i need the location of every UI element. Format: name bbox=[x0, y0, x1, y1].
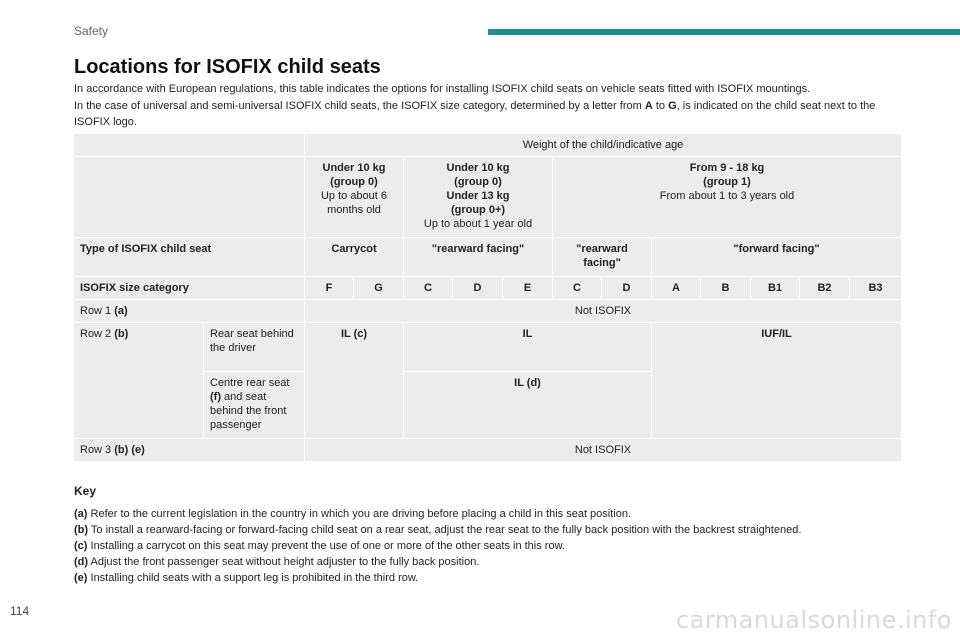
intro-text bbox=[74, 81, 904, 131]
size-cell: A bbox=[652, 277, 701, 300]
row-2-seat-driver: Rear seat behind the driver bbox=[204, 323, 305, 372]
watermark: carmanualsonline.info bbox=[675, 606, 952, 634]
group-1-header: From 9 - 18 kg (group 1) From about 1 to 3 years old bbox=[553, 157, 902, 238]
size-cell: D bbox=[602, 277, 652, 300]
row-2-forward-value: IUF/IL bbox=[652, 323, 902, 439]
page-title: Locations for ISOFIX child seats bbox=[74, 56, 381, 78]
key-item: (d) Adjust the front passenger seat without height adjuster to the fully back position. bbox=[74, 556, 480, 568]
size-cell: G bbox=[354, 277, 404, 300]
type-rearward-group1: "rearward facing" bbox=[553, 238, 652, 277]
size-cell: F bbox=[305, 277, 354, 300]
page-number: 114 bbox=[10, 604, 30, 618]
row-1-value: Not ISOFIX bbox=[305, 300, 902, 323]
key-item: (a) Refer to the current legislation in the country in which you are driving before placing a child in this seat position. bbox=[74, 508, 632, 520]
size-cell: B bbox=[701, 277, 751, 300]
row-3-value: Not ISOFIX bbox=[305, 439, 902, 462]
size-cell: B2 bbox=[800, 277, 850, 300]
group-0plus-header: Under 10 kg (group 0) Under 13 kg (group 0+) Up to about 1 year old bbox=[404, 157, 553, 238]
row-3-label: Row 3 (b) (e) bbox=[74, 439, 305, 462]
row-1-label: Row 1 (a) bbox=[74, 300, 305, 323]
intro-paragraph-1: In accordance with European regulations, this table indicates the options for installing ISOFIX child seats on vehicle seats fitted with ISOFIX mountings. bbox=[74, 83, 811, 95]
key-item: (b) To install a rearward-facing or forward-facing child seat on a rear seat, adjust the rear seat to the fully back position with the backrest straightened. bbox=[74, 524, 802, 536]
empty-header-cell bbox=[74, 157, 305, 238]
type-label: Type of ISOFIX child seat bbox=[74, 238, 305, 277]
size-cell: C bbox=[404, 277, 453, 300]
section-accent-bar bbox=[488, 29, 960, 35]
key-title: Key bbox=[74, 484, 97, 498]
empty-header-cell bbox=[74, 134, 305, 157]
key-item: (e) Installing child seats with a support leg is prohibited in the third row. bbox=[74, 572, 419, 584]
type-rearward-group0: "rearward facing" bbox=[404, 238, 553, 277]
size-label: ISOFIX size category bbox=[74, 277, 305, 300]
intro-paragraph-2: In the case of universal and semi-universal ISOFIX child seats, the ISOFIX size category, determined by a letter from A to G, is indicated on the child seat next to the ISOFIX logo. bbox=[74, 99, 876, 128]
row-2-rearward-value: IL bbox=[404, 323, 652, 372]
section-label: Safety bbox=[74, 24, 109, 38]
row-2-seat-centre-passenger: Centre rear seat (f) and seat behind the front passenger bbox=[204, 372, 305, 439]
weight-header: Weight of the child/indicative age bbox=[305, 134, 902, 157]
type-forward-group1: "forward facing" bbox=[652, 238, 902, 277]
row-2-label: Row 2 (b) bbox=[74, 323, 204, 439]
size-cell: E bbox=[503, 277, 553, 300]
size-cell: C bbox=[553, 277, 602, 300]
size-cell: D bbox=[453, 277, 503, 300]
size-cell: B1 bbox=[751, 277, 800, 300]
type-carrycot: Carrycot bbox=[305, 238, 404, 277]
group-0-header: Under 10 kg (group 0) Up to about 6 months old bbox=[305, 157, 404, 238]
isofix-table bbox=[73, 133, 902, 462]
key-item: (c) Installing a carrycot on this seat may prevent the use of one or more of the other seats in this row. bbox=[74, 540, 565, 552]
row-2-carrycot-value: IL (c) bbox=[305, 323, 404, 439]
size-cell: B3 bbox=[850, 277, 902, 300]
row-2-rearward-value-d: IL (d) bbox=[404, 372, 652, 439]
key-list bbox=[74, 506, 904, 586]
